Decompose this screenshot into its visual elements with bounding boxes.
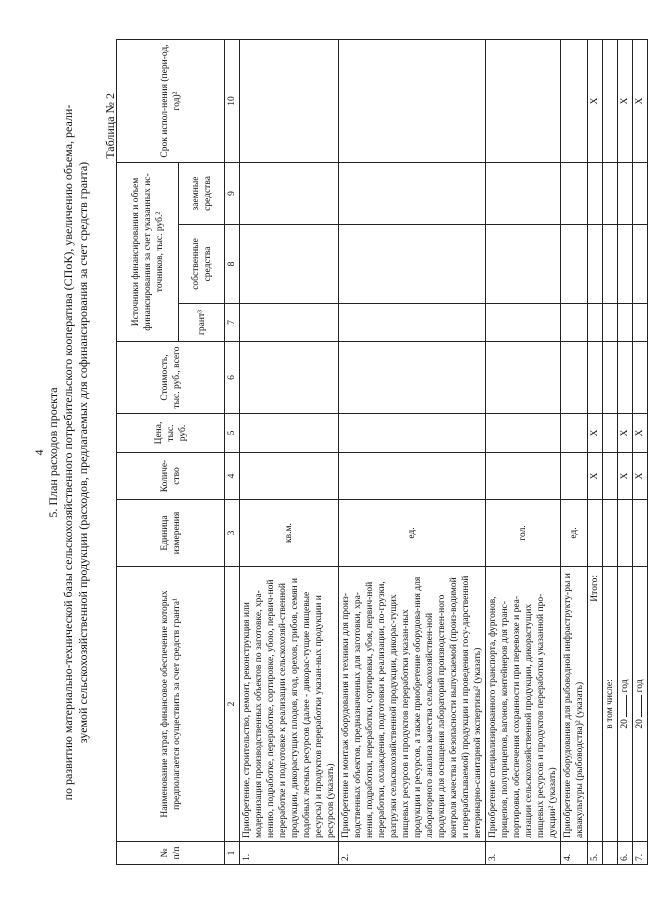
row-num <box>603 842 618 865</box>
table-label: Таблица № 2 <box>103 93 117 159</box>
col-number: 6 <box>225 342 240 414</box>
row-name: Приобретение и монтаж оборудования и техники для произ-водственных объектов, предназначенных для заготовки, хра-нения, подработки, переработки, сортировки, убоя, первич-ной переработки, охлаждения, подготовки к реализации, по-грузки, разгрузки сельскохозяйственной продукции, дикорас-тущих пищевых ресурсов и продуктов переработки указан-ных продукции и ресурсов, а также приобретение оборудова-ния для лабораторного анализа качества сельскохозяйствен-ной продукции для оснащения лабораторий производствен-ного контроля качества и безопасности выпускаемой (произ-водимой и перерабатываемой) продукции и проведения госу-дарственной ветеринарно-санитарной экспертизы² (указать) <box>339 567 486 842</box>
row-grant <box>588 304 603 342</box>
col-number: 8 <box>225 225 240 304</box>
header-own: собственные средства <box>179 225 225 304</box>
year-row <box>633 40 648 865</box>
header-deadline: Срок испол-нения (пери-од, год)² <box>117 40 225 163</box>
including-label: в том числе: <box>603 567 618 842</box>
x-mark: X <box>618 453 633 500</box>
title-line-3: зуемой сельскохозяйственной продукции (расходов, предлагаемых для софинансирования за счет средств гранта) <box>76 161 90 744</box>
row-own <box>561 225 588 304</box>
row-qty <box>561 453 588 500</box>
itogo-label: Итого: <box>588 567 603 842</box>
row-price <box>339 414 486 453</box>
empty-cell <box>618 225 633 304</box>
row-name: Приобретение оборудования для рыбоводной инфраструкту-ры и аквакультуры (рыбоводства)² (указать) <box>561 567 588 842</box>
row-name: Приобретение специализированного транспорта, фургонов, прицепов, полуприцепов, вагонов, контейнеров для транс-портировки, обеспечения сохранности при перевозке и реа-лизации сельскохозяйственной продукции, дикорастущих пищевых ресурсов и продуктов переработки указанной про-дукции² (указать) <box>486 567 561 842</box>
empty-cell <box>603 414 618 453</box>
row-loan <box>240 163 339 225</box>
page-number: 4 <box>32 449 46 456</box>
empty-cell <box>618 163 633 225</box>
header-cost: Стоимость, тыс. руб., всего <box>117 342 225 414</box>
row-num: 6. <box>618 842 633 865</box>
year-prefix: 20 <box>635 719 645 729</box>
title-line-2: по развитию материально-технической базы сельскохозяйственного потребительского кооператива (СПоК), увеличению объема, реали- <box>61 104 75 801</box>
x-mark: X <box>633 40 648 163</box>
year-prefix: 20 <box>620 719 630 729</box>
x-mark: X <box>588 40 603 163</box>
empty-cell <box>603 304 618 342</box>
empty-cell <box>603 453 618 500</box>
year-row <box>618 40 633 865</box>
row-deadline <box>561 40 588 163</box>
row-qty <box>240 453 339 500</box>
row-grant <box>486 304 561 342</box>
header-sources: Источники финансирования и объем финансирования за счет указанных ис-точников, тыс. руб.² <box>117 163 179 342</box>
table-row <box>486 40 561 865</box>
year-label <box>633 567 648 842</box>
row-unit: гол. <box>486 500 561 567</box>
row-price <box>561 414 588 453</box>
header-num: № п/п <box>117 842 225 865</box>
col-number: 4 <box>225 453 240 500</box>
row-num: 7. <box>633 842 648 865</box>
year-suffix: год <box>635 679 645 693</box>
row-qty <box>486 453 561 500</box>
row-qty <box>339 453 486 500</box>
table-row <box>240 40 339 865</box>
row-grant <box>240 304 339 342</box>
row-grant <box>339 304 486 342</box>
row-num: 1. <box>240 842 339 865</box>
row-unit: ед. <box>339 500 486 567</box>
including-row <box>603 40 618 865</box>
empty-cell <box>603 500 618 567</box>
x-mark: X <box>588 453 603 500</box>
empty-cell <box>633 342 648 414</box>
x-mark: X <box>588 414 603 453</box>
header-grant: грант³ <box>179 304 225 342</box>
row-cost <box>561 342 588 414</box>
empty-cell <box>633 500 648 567</box>
row-loan <box>339 163 486 225</box>
empty-cell <box>618 304 633 342</box>
row-own <box>486 225 561 304</box>
empty-cell <box>633 163 648 225</box>
row-own <box>339 225 486 304</box>
row-cost <box>339 342 486 414</box>
empty-cell <box>603 40 618 163</box>
row-price <box>240 414 339 453</box>
row-num: 3. <box>486 842 561 865</box>
row-deadline <box>339 40 486 163</box>
header-unit: Единица измерения <box>117 500 225 567</box>
title-line-1: 5. План расходов проекта <box>46 387 60 518</box>
header-price: Цена, тыс. руб. <box>117 414 225 453</box>
expense-plan-table <box>116 39 648 865</box>
itogo-row <box>588 40 603 865</box>
row-unit <box>588 500 603 567</box>
row-own <box>588 225 603 304</box>
col-number: 9 <box>225 163 240 225</box>
row-loan <box>486 163 561 225</box>
row-grant <box>561 304 588 342</box>
empty-cell <box>633 225 648 304</box>
document-title <box>46 100 91 805</box>
x-mark: X <box>618 40 633 163</box>
row-price <box>486 414 561 453</box>
col-number: 7 <box>225 304 240 342</box>
empty-cell <box>633 304 648 342</box>
table-row <box>561 40 588 865</box>
empty-cell <box>603 342 618 414</box>
empty-cell <box>618 342 633 414</box>
row-own <box>240 225 339 304</box>
row-name: Приобретение, строительство, ремонт, реконструкция или модернизация производственных объектов по заготовке, хра-нению, подработке, переработке, сортировке, убою, первич-ной переработке и подготовке к реализации сельскохозяй-ственной продукции, дикорастущих плодов, ягод, орехов, грибов, семян и подобных лесных ресурсов (далее - дикорас-тущие пищевые ресурсы) и продуктов переработки указан-ных продукции и ресурсов (указать) <box>240 567 339 842</box>
col-number: 5 <box>225 414 240 453</box>
col-number: 2 <box>225 567 240 842</box>
empty-cell <box>603 163 618 225</box>
row-deadline <box>240 40 339 163</box>
header-qty: Количе-ство <box>117 453 225 500</box>
row-unit: кв.м. <box>240 500 339 567</box>
row-unit: ед. <box>561 500 588 567</box>
row-num: 4. <box>561 842 588 865</box>
col-number: 1 <box>225 842 240 865</box>
header-loan: заемные средства <box>179 163 225 225</box>
col-number: 10 <box>225 40 240 163</box>
year-label <box>618 567 633 842</box>
row-deadline <box>486 40 561 163</box>
empty-cell <box>603 225 618 304</box>
row-num: 5. <box>588 842 603 865</box>
x-mark: X <box>633 414 648 453</box>
empty-cell <box>618 500 633 567</box>
row-cost <box>240 342 339 414</box>
col-number: 3 <box>225 500 240 567</box>
row-loan <box>561 163 588 225</box>
row-cost <box>588 342 603 414</box>
header-name: Наименование затрат, финансовое обеспечение которых предполагается осуществить за счет средств гранта¹ <box>117 567 225 842</box>
row-num: 2. <box>339 842 486 865</box>
row-loan <box>588 163 603 225</box>
table-row <box>339 40 486 865</box>
row-cost <box>486 342 561 414</box>
x-mark: X <box>618 414 633 453</box>
x-mark: X <box>633 453 648 500</box>
column-number-row <box>225 40 240 865</box>
year-suffix: год <box>620 679 630 693</box>
